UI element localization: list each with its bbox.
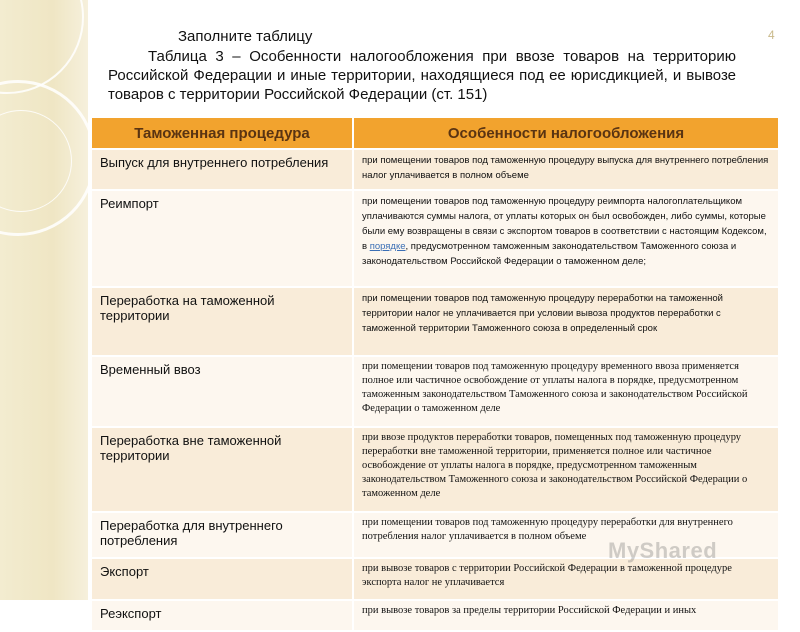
header-procedure: Таможенная процедура — [92, 118, 354, 148]
taxation-cell: при вывозе товаров за пределы территории Российской Федерации и иных — [354, 601, 778, 630]
table-row — [92, 559, 778, 599]
taxation-cell: при помещении товаров под таможенную процедуру переработки на таможенной территории налог не уплачивается при условии вывоза продуктов переработки с таможенной территории Таможенного союза в определенный срок — [354, 288, 778, 355]
procedure-cell: Переработка на таможенной территории — [92, 288, 354, 355]
procedure-cell: Выпуск для внутреннего потребления — [92, 150, 354, 189]
table-caption: Таблица 3 – Особенности налогообложения при ввозе товаров на территорию Российской Федерации и иные территории, находящиеся под ее юрисдикцией, и вывозе товаров с территории Российской Федерации (ст. 151) — [108, 48, 736, 103]
page-number: 4 — [768, 28, 775, 42]
header-taxation: Особенности налогообложения — [354, 118, 778, 148]
instruction-text: Заполните таблицу — [178, 28, 313, 45]
procedure-cell: Экспорт — [92, 559, 354, 599]
watermark-logo: MyShared — [608, 538, 718, 563]
table-row — [92, 601, 778, 630]
table-row — [92, 150, 778, 189]
table-row — [92, 191, 778, 286]
table-header-row — [92, 118, 778, 148]
taxation-cell: при вывозе товаров с территории Российской Федерации в таможенной процедуре экспорта налог не уплачивается — [354, 559, 778, 599]
taxation-text: , предусмотренном таможенным законодательством Таможенного союза и законодательством Российской Федерации о таможенном деле; — [362, 241, 737, 267]
taxation-cell — [354, 191, 778, 286]
procedure-cell: Временный ввоз — [92, 357, 354, 426]
taxation-cell: при помещении товаров под таможенную процедуру переработки для внутреннего потребления налог уплачивается в полном объеме — [354, 513, 778, 557]
taxation-cell: при ввозе продуктов переработки товаров, помещенных под таможенную процедуру переработки вне таможенной территории, применяется полное или частичное освобождение от уплаты налога в порядке, предусмотренном таможенным законодательством Таможенного союза и законодательством Российской Федерации о таможенном деле — [354, 428, 778, 511]
procedure-cell: Переработка вне таможенной территории — [92, 428, 354, 511]
table-row — [92, 288, 778, 355]
procedure-cell: Переработка для внутреннего потребления — [92, 513, 354, 557]
procedure-cell: Реимпорт — [92, 191, 354, 286]
taxation-cell: при помещении товаров под таможенную процедуру выпуска для внутреннего потребления налог уплачивается в полном объеме — [354, 150, 778, 189]
decorative-side-band — [0, 0, 88, 600]
taxation-text: при помещении товаров под таможенную процедуру реимпорта налогоплательщиком уплачиваются суммы налога, от уплаты которых он был освобожден, либо суммы, которые были ему возвращены в связи с экспортом товаров в соответствии с настоящим Кодексом, в — [362, 196, 767, 252]
table-row — [92, 428, 778, 511]
taxation-cell: при помещении товаров под таможенную процедуру временного ввоза применяется полное или частичное освобождение от уплаты налога в порядке, предусмотренном таможенным законодательством Таможенного союза и законодательством Российской Федерации о таможенном деле — [354, 357, 778, 426]
order-link[interactable]: порядке — [369, 241, 406, 252]
table-row — [92, 357, 778, 426]
procedure-cell: Реэкспорт — [92, 601, 354, 630]
